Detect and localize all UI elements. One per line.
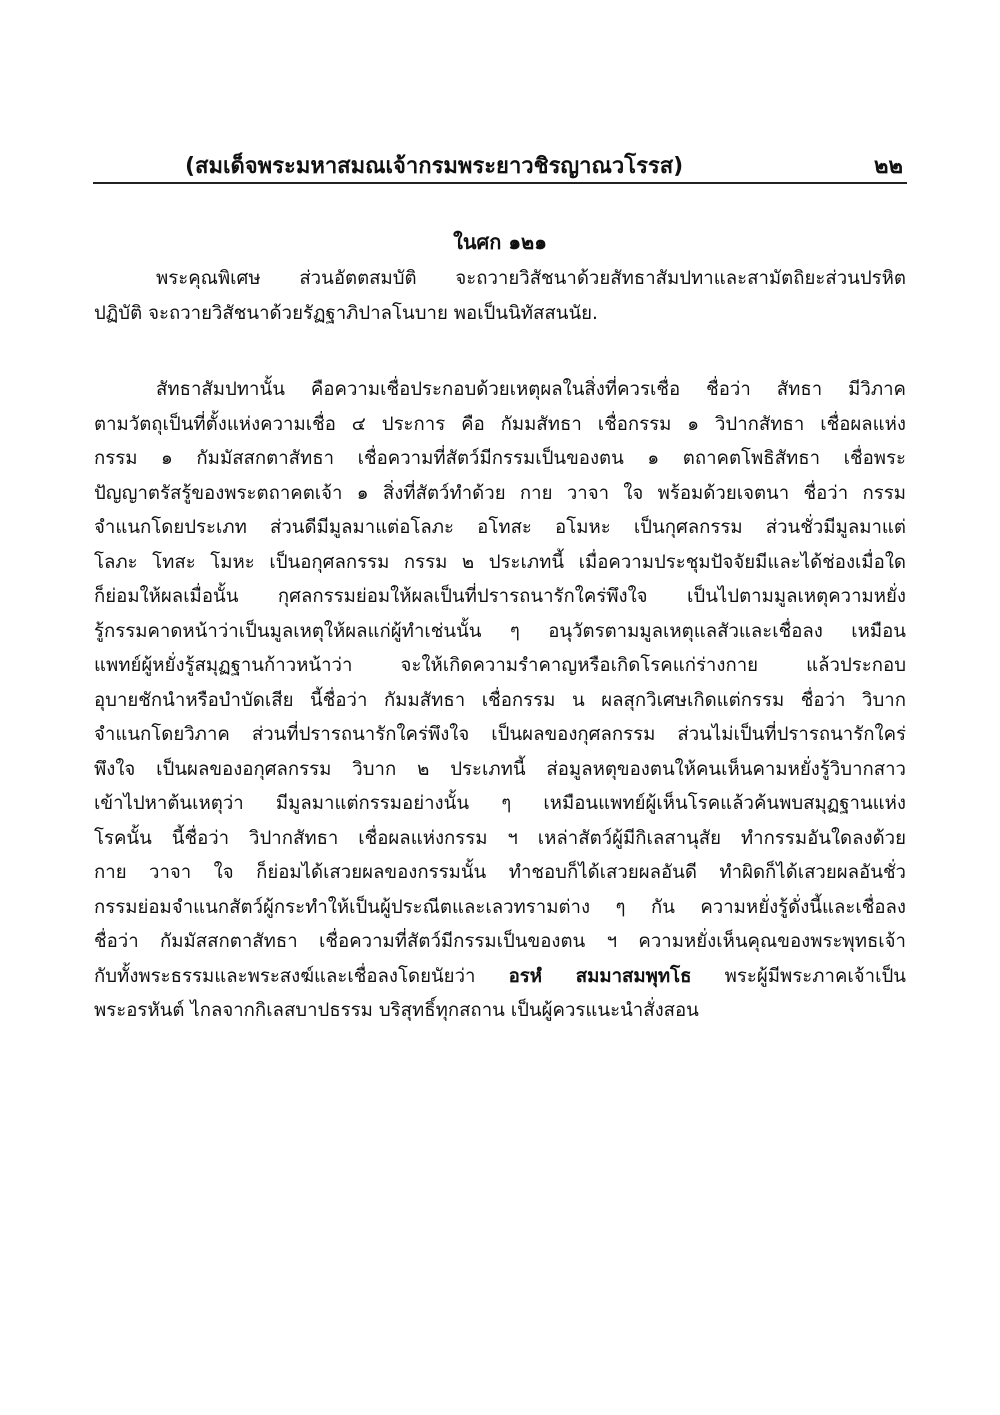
paragraph-line: รู้กรรมคาดหน้าว่าเป็นมูลเหตุให้ผลแก่ผู้ทำเช่นนั้น ๆ อนุวัตรตามมูลเหตุแลสัวและเชื่อลง เหมือน: [94, 620, 906, 642]
paragraph-line: กรรมย่อมจำแนกสัตว์ผู้กระทำให้เป็นผู้ประณีตและเลวทรามต่าง ๆ กัน ความหยั่งรู้ดั่งนี้และเชื่อลง: [94, 896, 906, 918]
paragraph-line: พระอรหันต์ ไกลจากกิเลสบาปธรรม บริสุทธิ์ทุกสถาน เป็นผู้ควรแนะนำสั่งสอน: [94, 1000, 699, 1021]
paragraph-2: [94, 373, 906, 1029]
line-text-before: กับทั้งพระธรรมและพระสงฆ์และเชื่อลงโดยนัยว่า: [94, 965, 476, 987]
bold-pali-phrase: อรหํ สมมาสมพุทโธ: [508, 965, 692, 987]
paragraph-line-mixed: [94, 960, 906, 995]
paragraph-line: ก็ย่อมให้ผลเมื่อนั้น กุศลกรรมย่อมให้ผลเป็นที่ปรารถนารักใคร่พึงใจ เป็นไปตามมูลเหตุความหยั่ง: [94, 586, 906, 607]
paragraph-line: ปัญญาตรัสรู้ของพระตถาคตเจ้า ๑ สิ่งที่สัตว์ทำด้วย กาย วาจา ใจ พร้อมด้วยเจตนา ชื่อว่า กรรม: [94, 482, 906, 504]
line-text-after: พระผู้มีพระภาคเจ้าเป็น: [724, 965, 906, 987]
paragraph-line: พระคุณพิเศษ ส่วนอัตตสมบัติ จะถวายวิสัชนาด้วยสัทธาสัมปทาและสามัตถิยะส่วนปรหิต: [156, 268, 906, 289]
paragraph-line: จำแนกโดยประเภท ส่วนดีมีมูลมาแต่อโลภะ อโทสะ อโมหะ เป็นกุศลกรรม ส่วนชั่วมีมูลมาแต่: [94, 517, 906, 538]
paragraph-line: โรคนั้น นี้ชื่อว่า วิปากสัทธา เชื่อผลแห่งกรรม ฯ เหล่าสัตว์ผู้มีกิเลสานุสัย ทำกรรมอันใดลงด้วย: [94, 827, 906, 849]
header-title: (สมเด็จพระมหาสมณเจ้ากรมพระยาวชิรญาณวโรรส): [185, 154, 684, 179]
paragraph-line: ปฏิบัติ จะถวายวิสัชนาด้วยรัฏฐาภิปาลโนบาย พอเป็นนิทัสสนนัย.: [94, 302, 598, 324]
section-heading: ในศก ๑๒๑: [453, 230, 547, 254]
paragraph-line: จำแนกโดยวิภาค ส่วนที่ปรารถนารักใคร่พึงใจ เป็นผลของกุศลกรรม ส่วนไม่เป็นที่ปรารถนารักใคร่: [94, 724, 906, 745]
paragraph-line: เข้าไปหาต้นเหตุว่า มีมูลมาแต่กรรมอย่างนั้น ๆ เหมือนแพทย์ผู้เห็นโรคแล้วค้นพบสมุฏฐานแห่ง: [94, 793, 906, 814]
paragraph-line: พึงใจ เป็นผลของอกุศลกรรม วิบาก ๒ ประเภทนี้ ส่อมูลหตุของตนให้คนเห็นคามหยั่งรู้วิบากสาว: [94, 758, 906, 780]
paragraph-line: แพทย์ผู้หยั่งรู้สมุฏฐานก้าวหน้าว่า จะให้เกิดความรำคาญหรือเกิดโรคแก่ร่างกาย แล้วประกอบ: [94, 655, 906, 676]
paragraph-line: ตามวัตถุเป็นที่ตั้งแห่งความเชื่อ ๔ ประการ คือ กัมมสัทธา เชื่อกรรม ๑ วิปากสัทธา เชื่อผลแห่ง: [94, 413, 906, 435]
paragraph-line: สัทธาสัมปทานั้น คือความเชื่อประกอบด้วยเหตุผลในสิ่งที่ควรเชื่อ ชื่อว่า สัทธา มีวิภาค: [156, 379, 906, 400]
paragraph-1: [94, 262, 906, 331]
paragraph-line: กรรม ๑ กัมมัสสกตาสัทธา เชื่อความที่สัตว์มีกรรมเป็นของตน ๑ ตถาคตโพธิสัทธา เชื่อพระ: [94, 448, 906, 469]
paragraph-line: กาย วาจา ใจ ก็ย่อมได้เสวยผลของกรรมนั้น ทำชอบก็ได้เสวยผลอันดี ทำผิดก็ได้เสวยผลอันชั่ว: [94, 862, 906, 883]
paragraph-line: อุบายชักนำหรือบำบัดเสีย นี้ชื่อว่า กัมมสัทธา เชื่อกรรม น ผลสุกวิเศษเกิดแต่กรรม ชื่อว่า วิบาก: [94, 689, 906, 711]
page-number: ๒๒: [873, 154, 903, 179]
paragraph-line: โลภะ โทสะ โมหะ เป็นอกุศลกรรม กรรม ๒ ประเภทนี้ เมื่อความประชุมปัจจัยมีและได้ช่องเมื่อใด: [94, 551, 906, 573]
paragraph-line: ชื่อว่า กัมมัสสกตาสัทธา เชื่อความที่สัตว์มีกรรมเป็นของตน ฯ ความหยั่งเห็นคุณของพระพุทธเจ้า: [94, 931, 906, 952]
page-header: [93, 146, 907, 184]
